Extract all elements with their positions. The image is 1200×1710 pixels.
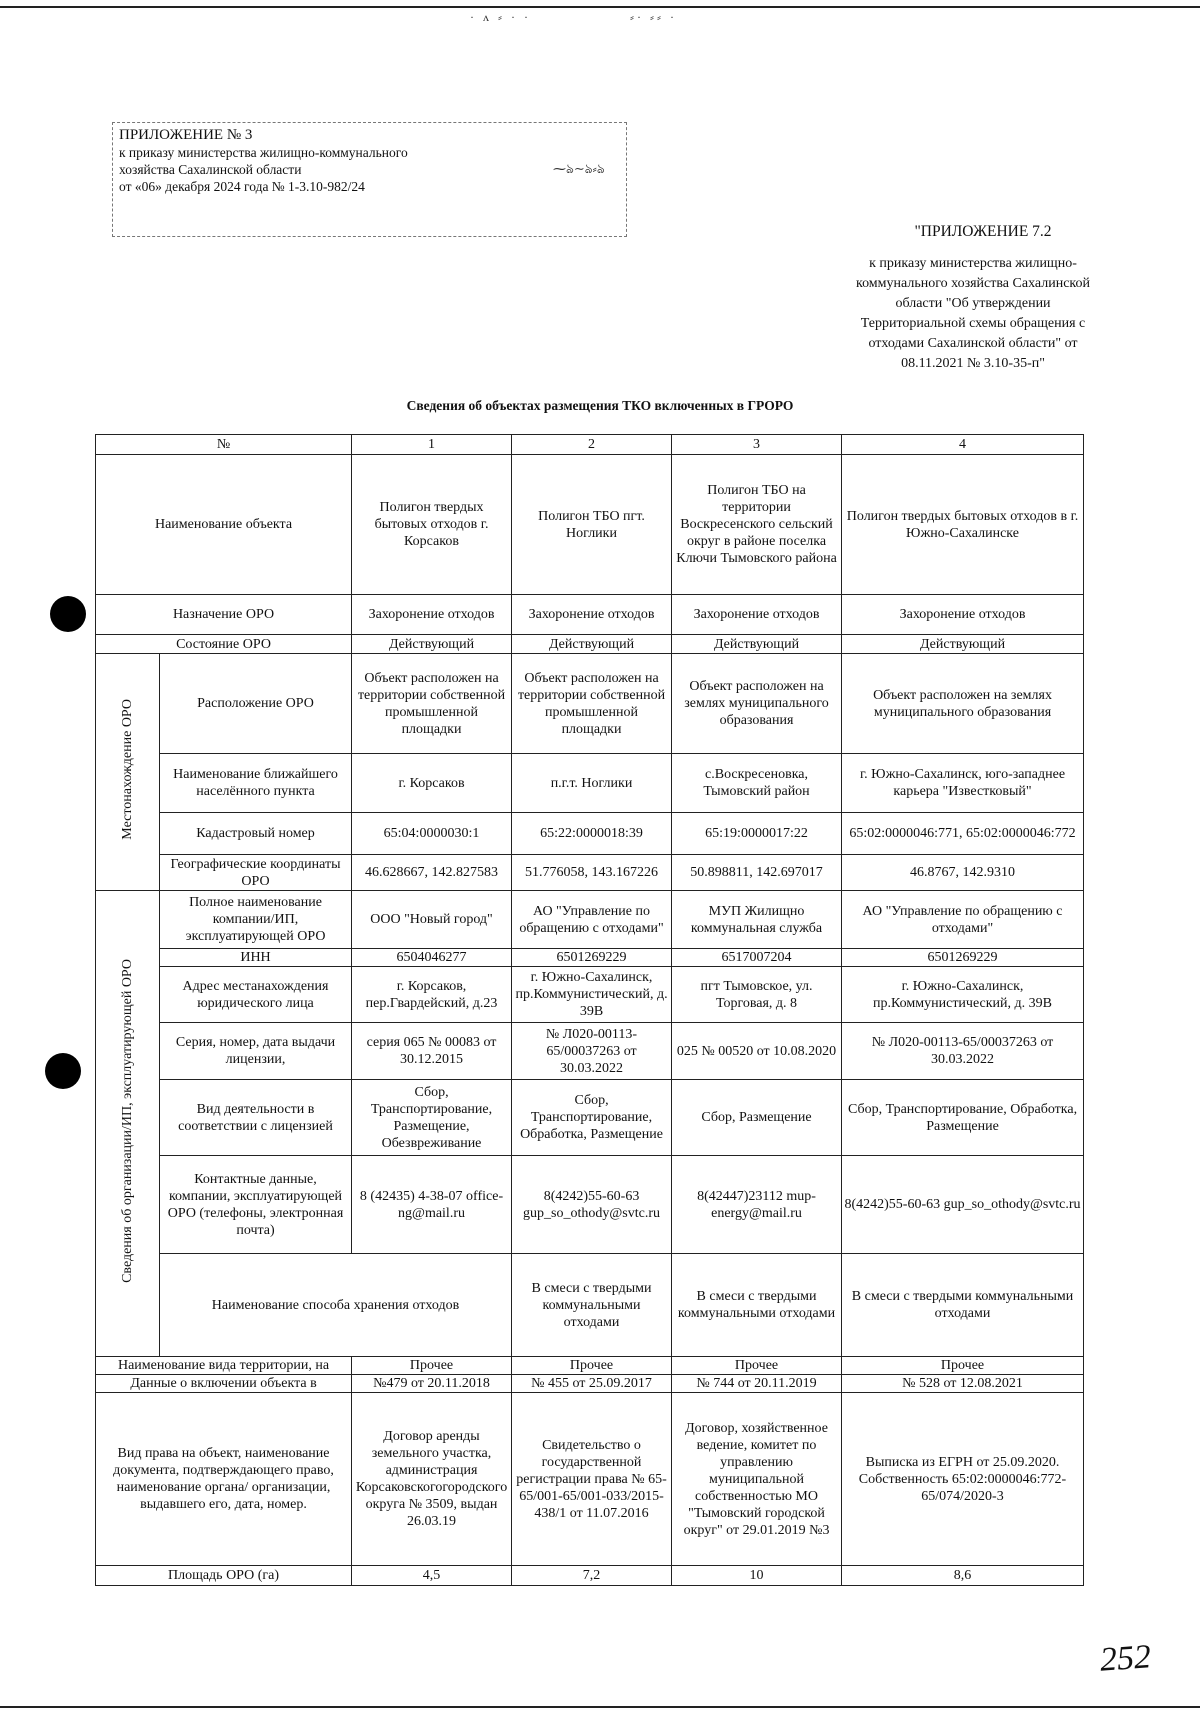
table-row [96, 435, 1084, 455]
row-label: Данные о включении объекта в [96, 1375, 352, 1393]
table-cell: № 744 от 20.11.2019 [672, 1375, 842, 1393]
header-col-cell: 4 [842, 435, 1084, 455]
table-row [96, 967, 1084, 1023]
row-label: Наименование способа хранения отходов [160, 1254, 512, 1357]
table-cell: Прочее [842, 1357, 1084, 1375]
table-cell: Захоронение отходов [512, 595, 672, 635]
table-cell: г. Корсаков [352, 754, 512, 813]
table-cell: АО "Управление по обращению с отходами" [512, 891, 672, 949]
table-cell: Свидетельство о государственной регистрации права № 65-65/001-65/001-033/2015-438/1 от 11.07.2016 [512, 1393, 672, 1566]
table-cell: п.г.т. Ноглики [512, 754, 672, 813]
table-cell: Полигон твердых бытовых отходов в г. Южно-Сахалинске [842, 455, 1084, 595]
table-cell: № Л020-00113-65/00037263 от 30.03.2022 [842, 1023, 1084, 1080]
row-label: Наименование объекта [96, 455, 352, 595]
header-col-cell: 1 [352, 435, 512, 455]
table-row [96, 595, 1084, 635]
table-row [96, 1080, 1084, 1156]
table-cell: серия 065 № 00083 от 30.12.2015 [352, 1023, 512, 1080]
table-cell: Договор аренды земельного участка, администрация Корсаковскогогородского округа № 3509, выдан 26.03.19 [352, 1393, 512, 1566]
table-cell: Полигон твердых бытовых отходов г. Корсаков [352, 455, 512, 595]
right-header-title: "ПРИЛОЖЕНИЕ 7.2 [914, 223, 1052, 240]
table-cell: В смеси с твердыми коммунальными отходами [512, 1254, 672, 1357]
row-label: Расположение ОРО [160, 654, 352, 754]
row-label: Вид права на объект, наименование документа, подтверждающего право, наименование органа/ организации, выдавшего его, дата, номер. [96, 1393, 352, 1566]
table-cell: г. Южно-Сахалинск, пр.Коммунистический, д. 39В [512, 967, 672, 1023]
scan-artifact: · ʌ ⸗ · · [470, 10, 531, 24]
objects-table [95, 434, 1084, 1586]
table-cell: 10 [672, 1566, 842, 1586]
table-cell: Договор, хозяйственное ведение, комитет по управлению муниципальной собственностью МО "Тымовский городской округ" от 29.01.2019 №3 [672, 1393, 842, 1566]
row-label: Кадастровый номер [160, 813, 352, 855]
row-label: Назначение ОРО [96, 595, 352, 635]
header-col-cell: 2 [512, 435, 672, 455]
table-cell: Действующий [842, 635, 1084, 654]
table-cell: Захоронение отходов [352, 595, 512, 635]
row-label: Площадь ОРО (га) [96, 1566, 352, 1586]
table-cell: 6504046277 [352, 949, 512, 967]
table-row [96, 754, 1084, 813]
table-cell: Прочее [512, 1357, 672, 1375]
table-row [96, 635, 1084, 654]
table-row [96, 455, 1084, 595]
appendix-stamp [112, 122, 627, 237]
table-cell: с.Воскресеновка, Тымовский район [672, 754, 842, 813]
table-cell: 65:04:0000030:1 [352, 813, 512, 855]
table-cell: Захоронение отходов [672, 595, 842, 635]
table-row [96, 1566, 1084, 1586]
table-cell: 8(4242)55-60-63 gup_so_othody@svtc.ru [842, 1156, 1084, 1254]
table-cell: Объект расположен на территории собственной промышленной площадки [512, 654, 672, 754]
table-row [96, 891, 1084, 949]
table-cell: 8 (42435) 4-38-07 office-ng@mail.ru [352, 1156, 512, 1254]
row-label: Географические координаты ОРО [160, 855, 352, 891]
table-cell: 6517007204 [672, 949, 842, 967]
table-cell: ООО "Новый город" [352, 891, 512, 949]
table-cell: В смеси с твердыми коммунальными отходами [842, 1254, 1084, 1357]
table-cell: 025 № 00520 от 10.08.2020 [672, 1023, 842, 1080]
header-col-cell: 3 [672, 435, 842, 455]
table-cell: 46.8767, 142.9310 [842, 855, 1084, 891]
table-row [96, 1023, 1084, 1080]
document-title: Сведения об объектах размещения ТКО включенных в ГРОРО [406, 398, 794, 413]
table-cell: № 455 от 25.09.2017 [512, 1375, 672, 1393]
table-cell: Сбор, Размещение [672, 1080, 842, 1156]
table-cell: 7,2 [512, 1566, 672, 1586]
table-cell: №479 от 20.11.2018 [352, 1375, 512, 1393]
table-cell: Действующий [672, 635, 842, 654]
table-cell: Прочее [352, 1357, 512, 1375]
table-cell: МУП Жилищно коммунальная служба [672, 891, 842, 949]
table-cell: 6501269229 [842, 949, 1084, 967]
table-cell: № Л020-00113-65/00037263 от 30.03.2022 [512, 1023, 672, 1080]
table-cell: 50.898811, 142.697017 [672, 855, 842, 891]
page-number: 252 [1098, 1638, 1153, 1679]
table-row [96, 1156, 1084, 1254]
table-row [96, 1357, 1084, 1375]
table-cell: 65:22:0000018:39 [512, 813, 672, 855]
table-cell: Объект расположен на землях муниципального образования [842, 654, 1084, 754]
table-row [96, 1393, 1084, 1566]
table-cell: Выписка из ЕГРН от 25.09.2020. Собственность 65:02:0000046:772-65/074/2020-3 [842, 1393, 1084, 1566]
table-cell: 8(4242)55-60-63 gup_so_othody@svtc.ru [512, 1156, 672, 1254]
table-cell: Сбор, Транспортирование, Обработка, Размещение [842, 1080, 1084, 1156]
table-cell: 65:19:0000017:22 [672, 813, 842, 855]
table-cell: Захоронение отходов [842, 595, 1084, 635]
table-row [96, 1375, 1084, 1393]
table-cell: г. Южно-Сахалинск, юго-западнее карьера "Известковый" [842, 754, 1084, 813]
table-cell: 4,5 [352, 1566, 512, 1586]
table-cell: Действующий [352, 635, 512, 654]
table-cell: пгт Тымовское, ул. Торговая, д. 8 [672, 967, 842, 1023]
group-label-location: Местонахождение ОРО [96, 654, 160, 891]
table-cell: 51.776058, 143.167226 [512, 855, 672, 891]
table-cell: Сбор, Транспортирование, Обработка, Размещение [512, 1080, 672, 1156]
scan-artifact: ⸗· ⸗⸗ · [630, 10, 677, 24]
row-label: Наименование вида территории, на [96, 1357, 352, 1375]
table-cell: № 528 от 12.08.2021 [842, 1375, 1084, 1393]
table-cell: 46.628667, 142.827583 [352, 855, 512, 891]
table-cell: 8(42447)23112 mup-energy@mail.ru [672, 1156, 842, 1254]
stamp-line: хозяйства Сахалинской области [119, 162, 302, 177]
table-cell: Полигон ТБО на территории Воскресенского сельский округ в районе поселка Ключи Тымовского района [672, 455, 842, 595]
row-label: ИНН [160, 949, 352, 967]
row-label: Вид деятельности в соответствии с лицензией [160, 1080, 352, 1156]
stamp-title: ПРИЛОЖЕНИЕ № 3 [119, 127, 253, 143]
group-label-organization: Сведения об организации/ИП, эксплуатирующей ОРО [96, 891, 160, 1357]
right-header [842, 222, 1104, 374]
table-row [96, 855, 1084, 891]
row-label: Полное наименование компании/ИП, эксплуатирующей ОРО [160, 891, 352, 949]
bottom-border-line [0, 1706, 1200, 1708]
row-label: Состояние ОРО [96, 635, 352, 654]
row-label: Наименование ближайшего населённого пункта [160, 754, 352, 813]
table-cell: Объект расположен на территории собственной промышленной площадки [352, 654, 512, 754]
hole-punch-mark [45, 1053, 81, 1089]
stamp-line: к приказу министерства жилищно-коммунального [119, 145, 408, 160]
signature-scribble: ⁓ঌ∼ঌ⸗ঌ [553, 161, 605, 176]
table-cell: 6501269229 [512, 949, 672, 967]
table-row [96, 813, 1084, 855]
table-cell: Прочее [672, 1357, 842, 1375]
table-cell: 8,6 [842, 1566, 1084, 1586]
table-cell: АО "Управление по обращению с отходами" [842, 891, 1084, 949]
stamp-line: от «06» декабря 2024 года № 1-3.10-982/24 [119, 179, 365, 194]
table-cell: Полигон ТБО пгт. Ноглики [512, 455, 672, 595]
row-label: Адрес местанахождения юридического лица [160, 967, 352, 1023]
top-border-line [0, 6, 1200, 8]
table-row [96, 1254, 1084, 1357]
table-cell: Объект расположен на землях муниципального образования [672, 654, 842, 754]
table-cell: Действующий [512, 635, 672, 654]
table-row [96, 654, 1084, 754]
table-cell: В смеси с твердыми коммунальными отходами [672, 1254, 842, 1357]
table-row [96, 949, 1084, 967]
table-cell: г. Южно-Сахалинск, пр.Коммунистический, д. 39В [842, 967, 1084, 1023]
table-cell: Сбор, Транспортирование, Размещение, Обезвреживание [352, 1080, 512, 1156]
hole-punch-mark [50, 596, 86, 632]
right-header-text: к приказу министерства жилищно-коммунального хозяйства Сахалинской области "Об утверждении Территориальной схемы обращения с отходами Сахалинской области" от 08.11.2021 № 3.10-35-п" [855, 256, 1090, 371]
row-label: Контактные данные, компании, эксплуатирующей ОРО (телефоны, электронная почта) [160, 1156, 352, 1254]
table-cell: г. Корсаков, пер.Гвардейский, д.23 [352, 967, 512, 1023]
header-num-cell: № [96, 435, 352, 455]
table-cell: 65:02:0000046:771, 65:02:0000046:772 [842, 813, 1084, 855]
row-label: Серия, номер, дата выдачи лицензии, [160, 1023, 352, 1080]
